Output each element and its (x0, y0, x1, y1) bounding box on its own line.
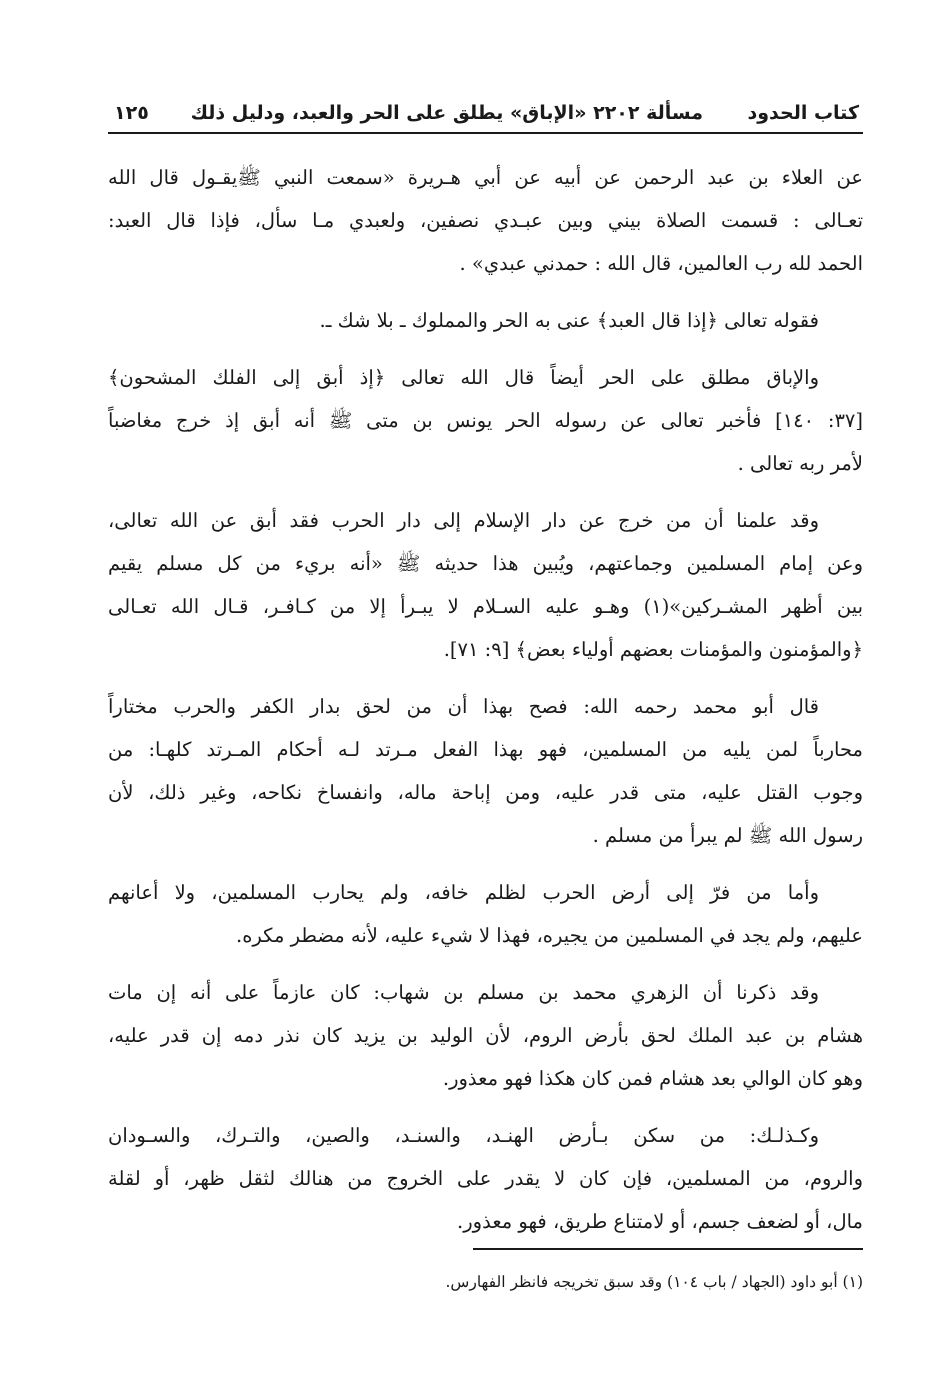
paragraph (108, 685, 863, 857)
text-line: وعن إمام المسلمين وجماعتهم، ويُبين هذا حديثه ﷺ «أنه بريء من كل مسلم يقيم (108, 552, 863, 575)
text-line: وهو كان الوالي بعد هشام فمن كان هكذا فهو معذور. (442, 1067, 863, 1090)
text-line: قال أبو محمد رحمه الله: فصح بهذا أن من لحق بدار الكفر والحرب مختاراً (108, 695, 819, 718)
text-line: الحمد لله رب العالمين، قال الله : حمدني عبدي» . (459, 252, 863, 275)
running-header (108, 96, 863, 134)
issue-title: مسألة ٢٢٠٢ «الإباق» يطلق على الحر والعبد، ودليل ذلك (190, 102, 703, 124)
footnote-divider (473, 1248, 863, 1250)
text-line: [٣٧: ١٤٠] فأخبر تعالى عن رسوله الحر يونس بن متى ﷺ أنه أبق إذ خرج مغاضباً (108, 409, 863, 432)
book-title: كتاب الحدود (747, 102, 859, 124)
paragraph (108, 1114, 863, 1243)
text-line: وجوب القتل عليه، متى قدر عليه، ومن إباحة ماله، وانفساخ نكاحه، وغير ذلك، لأن (108, 781, 863, 804)
paragraph (108, 299, 863, 342)
paragraph (108, 871, 863, 957)
text-line: لأمر ربه تعالى . (737, 452, 863, 475)
footnote: (١) أبو داود (الجهاد / باب ١٠٤) وقد سبق تخريجه فانظر الفهارس. (445, 1273, 863, 1291)
paragraph (108, 971, 863, 1100)
text-line: وأما من فرّ إلى أرض الحرب لظلم خافه، ولم يحارب المسلمين، ولا أعانهم (108, 881, 819, 904)
book-page (108, 96, 863, 1326)
text-line: بين أظهر المشـركين»(١) وهـو عليه السـلام لا يبـرأ إلا من كـافـر، قـال الله تعـالى (108, 595, 864, 618)
text-line: مال، أو لضعف جسم، أو لامتناع طريق، فهو معذور. (457, 1210, 863, 1233)
text-line: وكـذلـك: من سكن بـأرض الهنـد، والسنـد، والصين، والتـرك، والسـودان (108, 1124, 819, 1147)
paragraph (108, 156, 863, 285)
text-line: رسول الله ﷺ لم يبرأ من مسلم . (592, 824, 863, 847)
page-number: ١٢٥ (114, 102, 149, 124)
text-line: وقد ذكرنا أن الزهري محمد بن مسلم بن شهاب: كان عازماً على أنه إن مات (108, 981, 819, 1004)
paragraph (108, 499, 863, 671)
text-line: عن العلاء بن عبد الرحمن عن أبيه عن أبي هـريرة «سمعت النبي ﷺيقـول قال الله (108, 166, 863, 189)
paragraph (108, 356, 863, 485)
text-line: ﴿والمؤمنون والمؤمنات بعضهم أولياء بعض﴾ [٩: ٧١]. (443, 638, 863, 661)
text-line: عليهم، ولم يجد في المسلمين من يجيره، فهذا لا شيء عليه، لأنه مضطر مكره. (236, 924, 863, 947)
text-line: محارباً لمن يليه من المسلمين، فهو بهذا الفعل مـرتد لـه أحكام المـرتد كلهـا: من (108, 738, 863, 761)
body-text (108, 134, 863, 1243)
text-line: فقوله تعالى ﴿إذا قال العبد﴾ عنى به الحر والمملوك ـ بلا شك ـ. (319, 309, 819, 332)
text-line: وقد علمنا أن من خرج عن دار الإسلام إلى دار الحرب فقد أبق عن الله تعالى، (108, 509, 819, 532)
text-line: تعـالى : قسمت الصلاة بيني وبين عبـدي نصفين، ولعبدي مـا سأل، فإذا قال العبد: (108, 209, 863, 232)
text-line: هشام بن عبد الملك لحق بأرض الروم، لأن الوليد بن يزيد كان نذر دمه إن قدر عليه، (108, 1024, 863, 1047)
text-line: والإباق مطلق على الحر أيضاً قال الله تعالى ﴿إذ أبق إلى الفلك المشحون﴾ (108, 366, 819, 389)
text-line: والروم، من المسلمين، فإن كان لا يقدر على الخروج من هنالك لثقل ظهر، أو لقلة (108, 1167, 863, 1190)
